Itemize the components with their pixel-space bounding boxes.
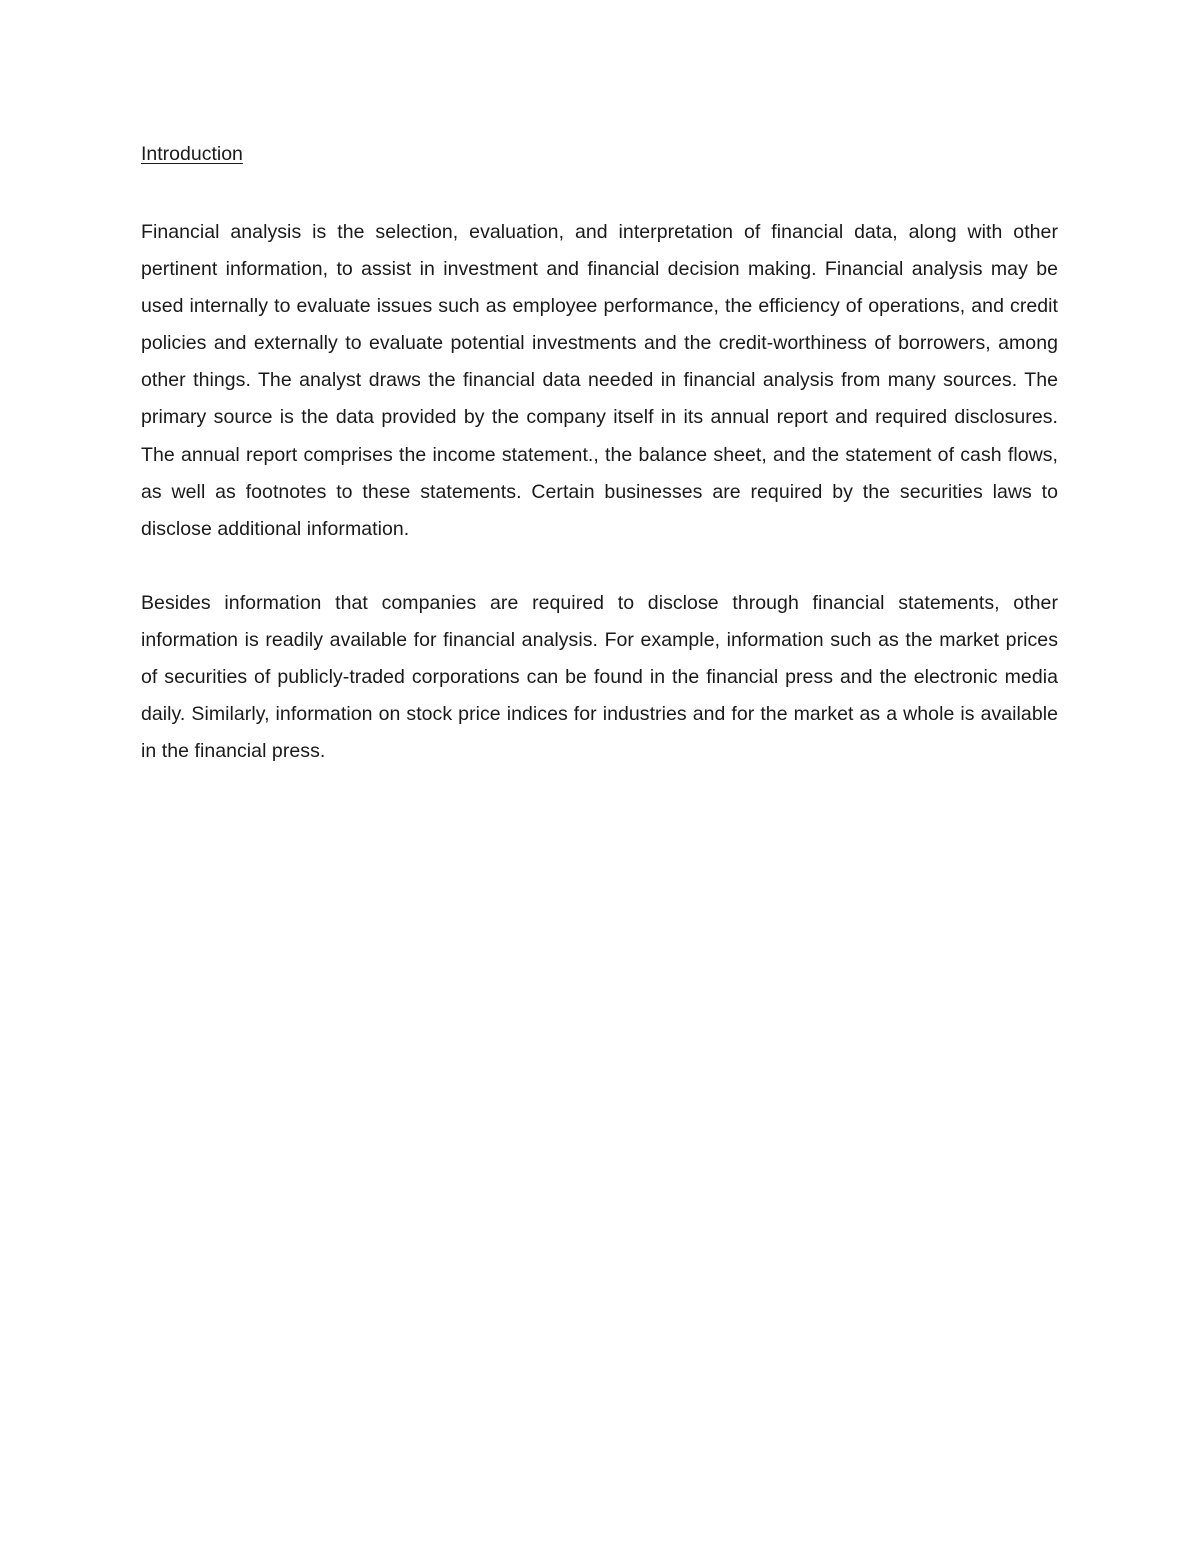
document-body xyxy=(141,140,1058,770)
paragraph-2: Besides information that companies are required to disclose through financial statements, other information is readily available for financial analysis. For example, information such as the market prices of securities of publicly-traded corporations can be found in the financial press and the electronic media daily. Similarly, information on stock price indices for industries and for the market as a whole is available in the financial press. xyxy=(141,591,1058,763)
paragraph-1: Financial analysis is the selection, evaluation, and interpretation of financial data, along with other pertinent information, to assist in investment and financial decision making. Financial analysis may be used internally to evaluate issues such as employee performance, the efficiency of operations, and credit policies and externally to evaluate potential investments and the credit-worthiness of borrowers, among other things. The analyst draws the financial data needed in financial analysis from many sources. The primary source is the data provided by the company itself in its annual report and required disclosures. The annual report comprises the income statement., the balance sheet, and the statement of cash flows, as well as footnotes to these statements. Certain businesses are required by the securities laws to disclose additional information. xyxy=(141,221,1058,540)
heading-container xyxy=(141,140,1058,168)
section-heading: Introduction xyxy=(141,143,243,165)
